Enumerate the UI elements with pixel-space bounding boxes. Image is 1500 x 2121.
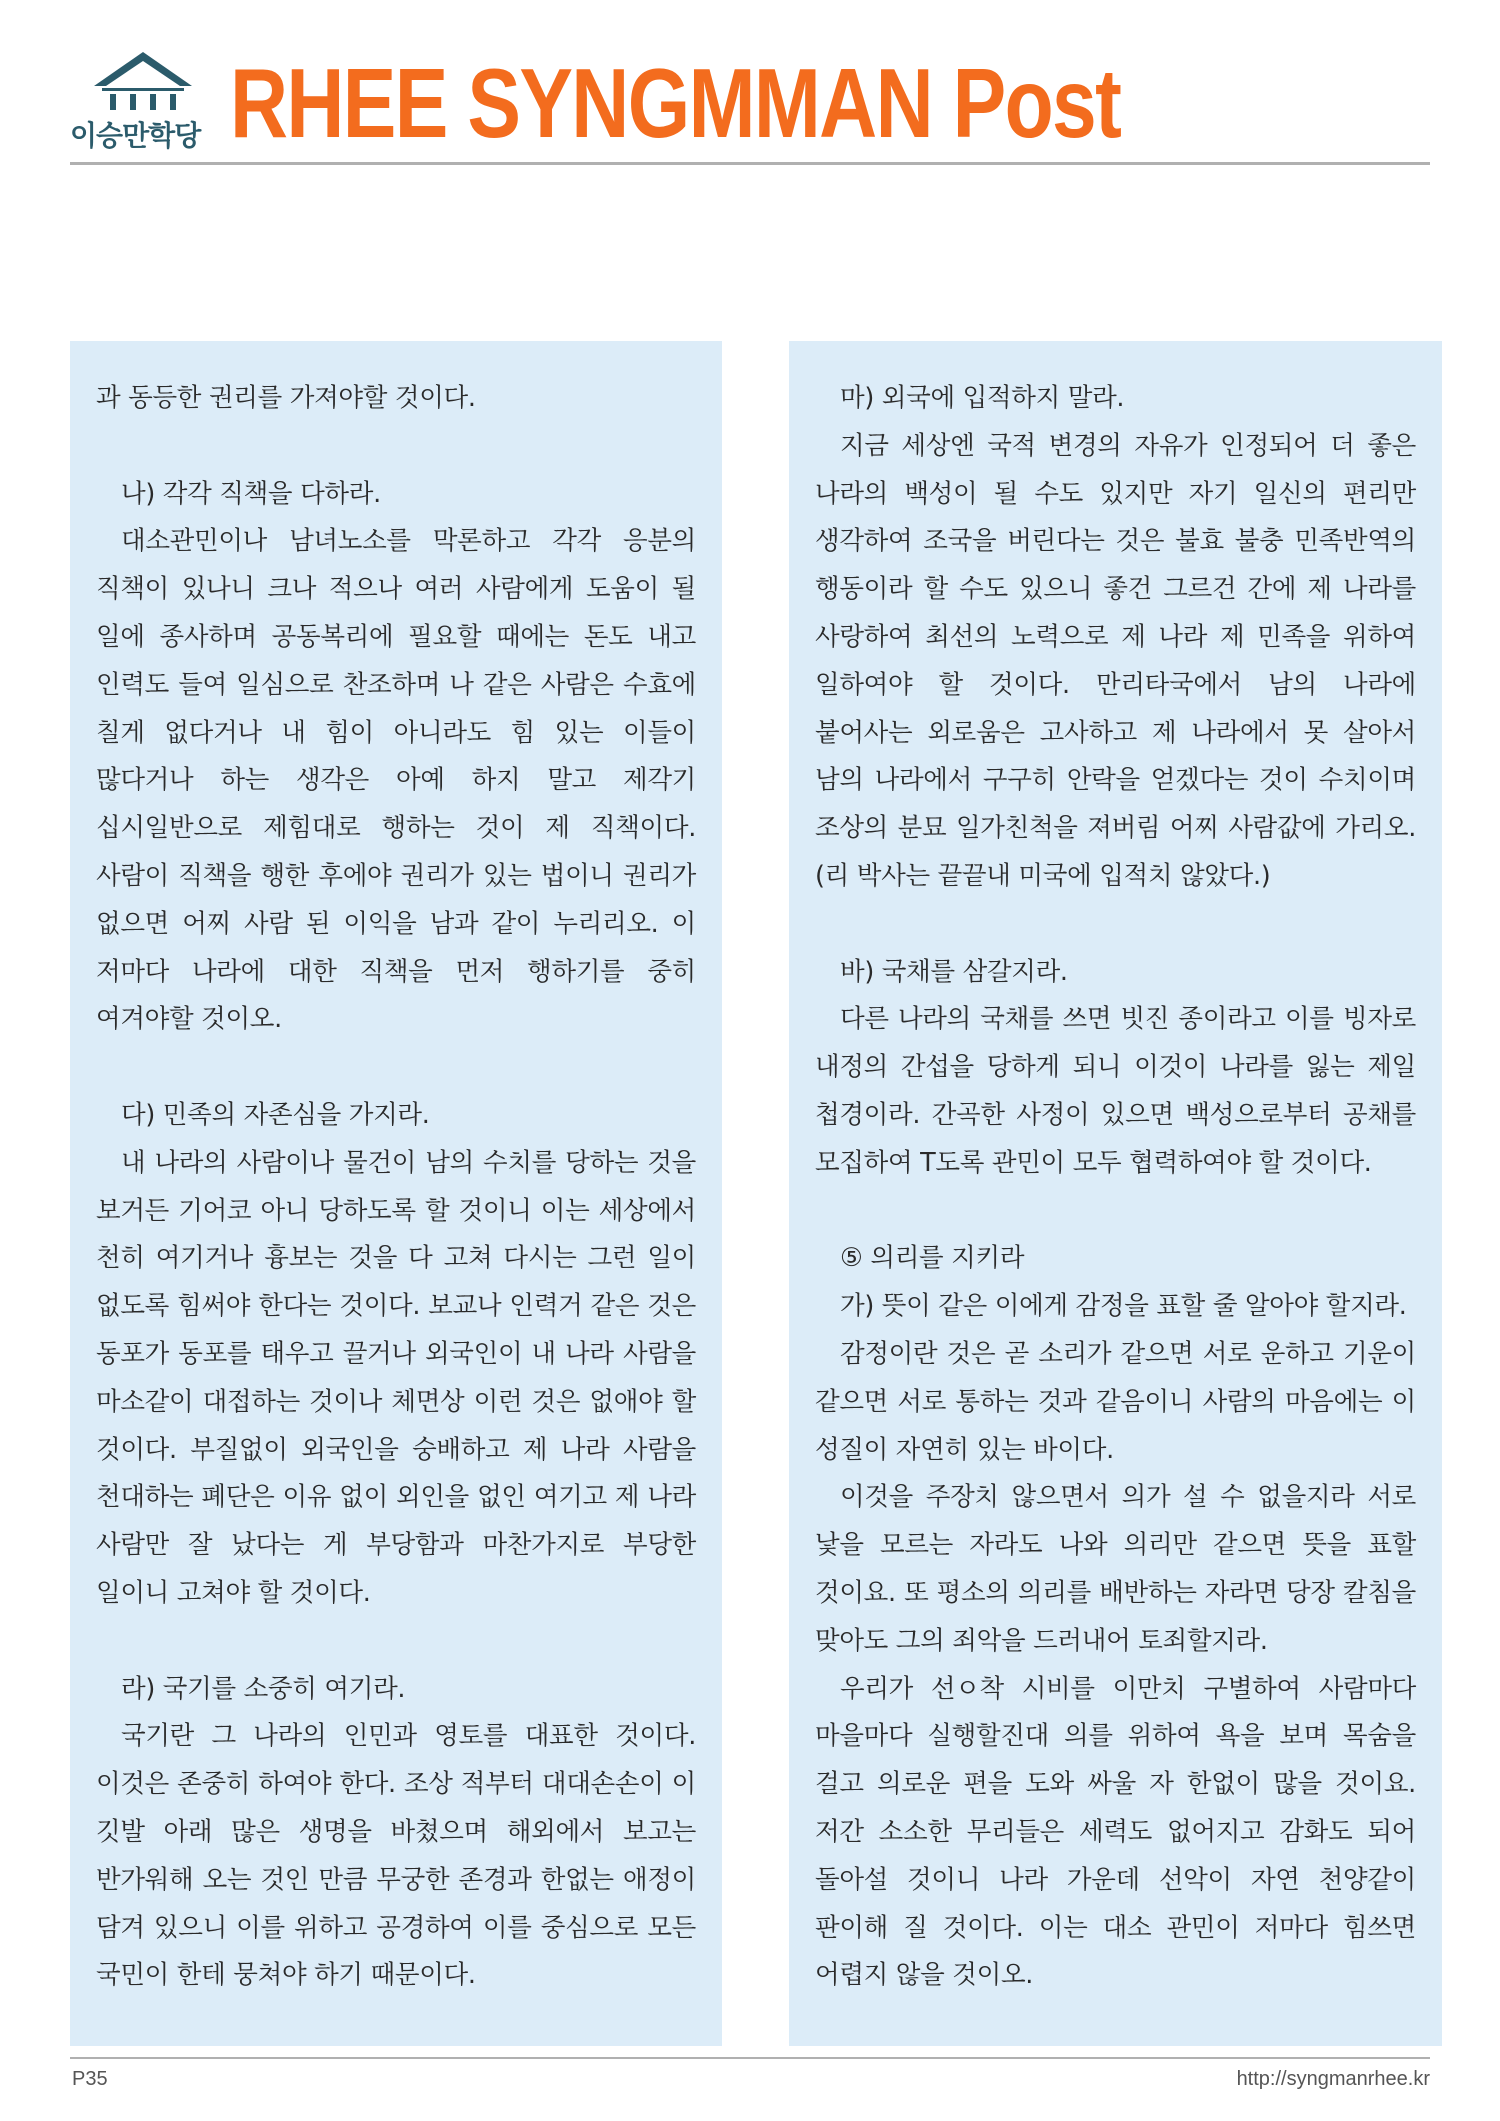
paragraph: 국기란 그 나라의 인민과 영토를 대표한 것이다. 이것은 존중히 하여야 한다. 조상 적부터 대대손손이 이 깃발 아래 많은 생명을 바쳤으며 해외에서 보고는 반가워해 오는 것인 만큼 무궁한 존경과 한없는 애정이 담겨 있으니 이를 위하고 공경하여 이를 중심으로 모든 국민이 한테 뭉쳐야 하기 때문이다. [96, 1721, 696, 1991]
spacer [815, 1188, 1416, 1236]
spacer [96, 1618, 696, 1666]
section-heading: ⑤ 의리를 지키라 [840, 1243, 1025, 1274]
spacer [96, 1044, 696, 1092]
website-link[interactable]: http://syngmanrhee.kr [1236, 2068, 1430, 2090]
section-heading: 라) 국기를 소중히 여기라. [121, 1673, 406, 1704]
spacer [96, 423, 696, 471]
house-icon [88, 48, 198, 114]
section-heading: 바) 국채를 삼갈지라. [840, 956, 1068, 987]
paragraph: 다른 나라의 국채를 쓰면 빗진 종이라고 이를 빙자로 내정의 간섭을 당하게 되니 이것이 나라를 잃는 제일 첩경이라. 간곡한 사정이 있으면 백성으로부터 공채를 모집하여 T도록 관민이 모두 협력하여야 할 것이다. [815, 1004, 1416, 1178]
header-divider [70, 162, 1430, 165]
paragraph: 우리가 선ㅇ착 시비를 이만치 구별하여 사람마다 마을마다 실행할진대 의를 위하여 욕을 보며 목숨을 걸고 의로운 편을 도와 싸울 자 한없이 많을 것이요. 저간 소소한 무리들은 세력도 없어지고 감화도 되어 돌아설 것이니 나라 가운데 선악이 자연 천양같이 판이해 질 것이다. 이는 대소 관민이 저마다 힘쓰면 어렵지 않을 것이오. [815, 1673, 1416, 1991]
section-heading: 가) 뜻이 같은 이에게 감정을 표할 줄 알아야 할지라. [840, 1291, 1407, 1322]
left-column [70, 341, 722, 2046]
paragraph: 이것을 주장치 않으면서 의가 설 수 없을지라 서로 낯을 모르는 자라도 나와 의리만 같으면 뜻을 표할 것이요. 또 평소의 의리를 배반하는 자라면 당장 칼침을 맞아도 그의 죄악을 드러내어 토죄할지라. [815, 1482, 1416, 1656]
footer-divider [70, 2057, 1430, 2059]
section-heading: 다) 민족의 자존심을 가지라. [121, 1099, 430, 1130]
section-heading: 나) 각각 직책을 다하라. [121, 478, 381, 509]
section-heading: 마) 외국에 입적하지 말라. [840, 383, 1125, 413]
page-number: P35 [72, 2068, 108, 2090]
paragraph: 내 나라의 사람이나 물건이 남의 수치를 당하는 것을 보거든 기어코 아니 당하도록 할 것이니 이는 세상에서 천히 여기거나 흉보는 것을 다 고쳐 다시는 그런 일이 없도록 힘써야 한다는 것이다. 보교나 인력거 같은 것은 동포가 동포를 태우고 끌거나 외국인이 내 나라 사람을 마소같이 대접하는 것이나 체면상 이런 것은 없애야 할 것이다. 부질없이 외국인을 숭배하고 제 나라 사람을 천대하는 폐단은 이유 없이 외인을 없인 여기고 제 나라 사람만 잘 났다는 게 부당함과 마찬가지로 부당한 일이니 고쳐야 할 것이다. [96, 1147, 696, 1608]
paragraph: 지금 세상엔 국적 변경의 자유가 인정되어 더 좋은 나라의 백성이 될 수도 있지만 자기 일신의 편리만 생각하여 조국을 버린다는 것은 불효 불충 민족반역의 행동이라 할 수도 있으니 좋건 그르건 간에 제 나라를 사랑하여 최선의 노력으로 제 나라 제 민족을 위하여 일하여야 할 것이다. 만리타국에서 남의 나라에 붙어사는 외로움은 고사하고 제 나라에서 못 살아서 남의 나라에서 구구히 안락을 얻겠다는 것이 수치이며 조상의 분묘 일가친척을 져버림 어찌 사람값에 가리오.(리 박사는 끝끝내 미국에 입적치 않았다.) [815, 430, 1416, 891]
logo [70, 48, 235, 158]
paragraph: 과 동등한 권리를 가져야할 것이다. [96, 383, 476, 413]
paragraph: 감정이란 것은 곧 소리가 같으면 서로 운하고 기운이 같으면 서로 통하는 것과 같음이니 사람의 마음에는 이 성질이 자연히 있는 바이다. [815, 1338, 1416, 1465]
logo-text: 이승만학당 [70, 119, 201, 152]
spacer [815, 901, 1416, 949]
right-column [789, 341, 1442, 2046]
masthead [70, 48, 1430, 158]
publication-title: RHEE SYNGMMAN Post [230, 48, 1121, 158]
paragraph: 대소관민이나 남녀노소를 막론하고 각각 응분의 직책이 있나니 크나 적으나 여러 사람에게 도움이 될 일에 종사하며 공동복리에 필요할 때에는 돈도 내고 인력도 들여 일심으로 찬조하며 나 같은 사람은 수효에 칠게 없다거나 내 힘이 아니라도 힘 있는 이들이 많다거나 하는 생각은 아예 하지 말고 제각기 십시일반으로 제힘대로 행하는 것이 제 직책이다. 사람이 직책을 행한 후에야 권리가 있는 법이니 권리가 없으면 어찌 사람 된 이익을 남과 같이 누리리오. 이 저마다 나라에 대한 직책을 먼저 행하기를 중히 여겨야할 것이오. [96, 526, 696, 1035]
